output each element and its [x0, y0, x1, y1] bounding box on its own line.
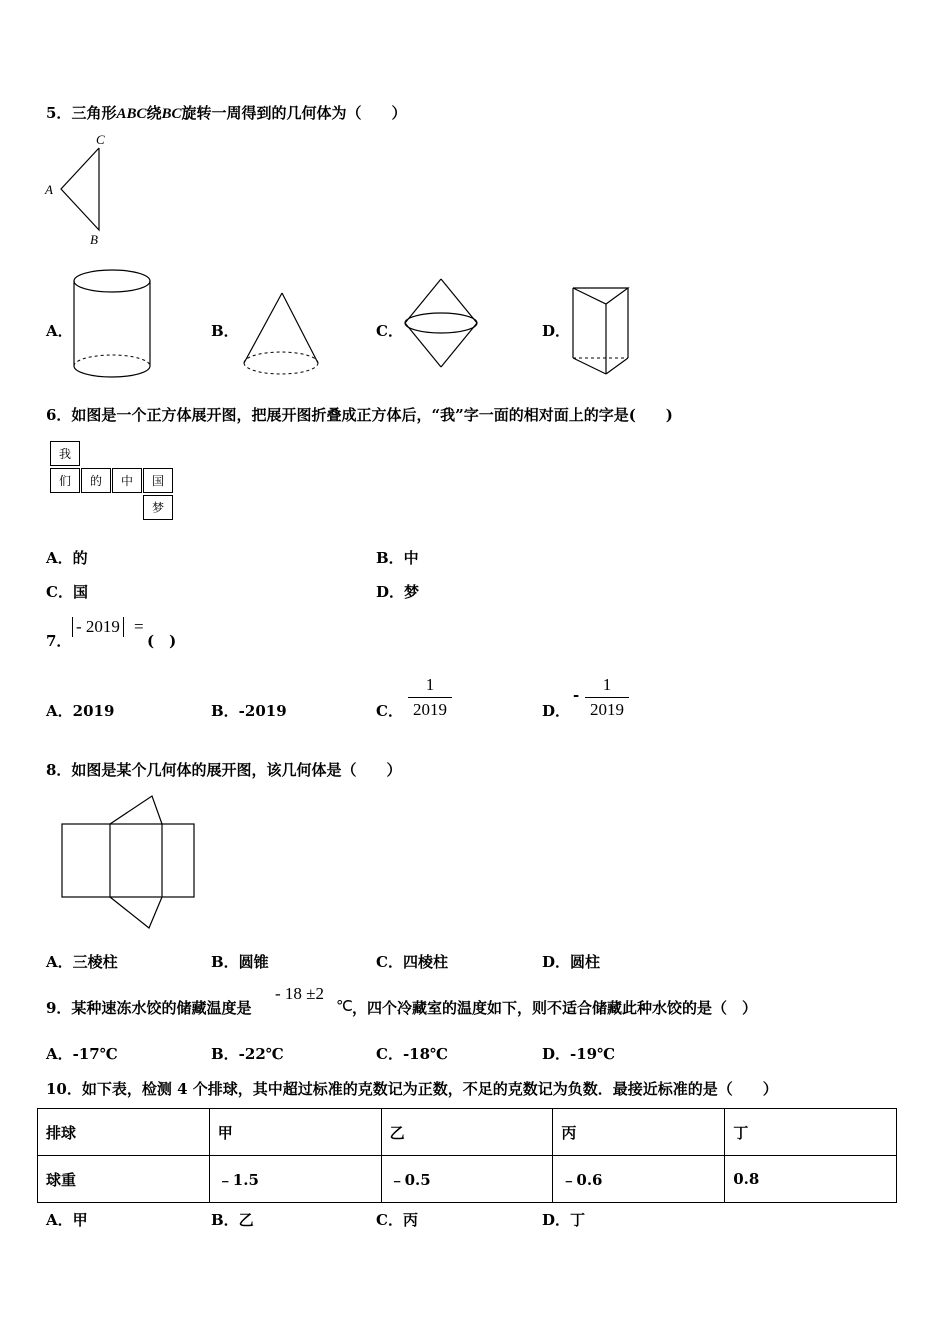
q7-abs-expr: - 2019: [72, 617, 124, 637]
table-header-row: [38, 1109, 897, 1156]
net-cell-meng: 梦: [143, 495, 173, 520]
q7-c-fraction-bar: [408, 697, 452, 698]
q8-option-c[interactable]: C．四棱柱: [376, 953, 448, 971]
q6-option-a[interactable]: A．的: [46, 549, 88, 567]
q6-option-d[interactable]: D．梦: [376, 583, 420, 601]
q5-text-pre: 三角形: [71, 104, 117, 122]
q7-paren: ( ): [147, 632, 177, 650]
q7-number: 7．: [46, 632, 72, 650]
q7-option-d-fraction: [585, 675, 629, 720]
q6-option-b[interactable]: B．中: [376, 549, 419, 567]
q9-option-c[interactable]: C．-18℃: [376, 1045, 449, 1063]
q9-temperature: - 18 ±2: [275, 984, 324, 1003]
q10-option-b[interactable]: B．乙: [211, 1211, 254, 1229]
q5-prism-icon: [568, 282, 634, 380]
table-row: [38, 1156, 897, 1203]
q8-stem: 8．如图是某个几何体的展开图，该几何体是（ ）: [46, 761, 402, 779]
q10-stem: 10．如下表，检测 4 个排球，其中超过标准的克数记为正数，不足的克数记为负数．最接近标准的是（ ）: [46, 1080, 778, 1098]
q9-option-d[interactable]: D．-19℃: [542, 1045, 616, 1063]
table-cell: ﹣0.6: [553, 1156, 725, 1203]
q5-abc: ABC: [116, 106, 147, 122]
q7-option-d[interactable]: D．: [542, 702, 571, 720]
q8-prism-net-figure: [58, 792, 200, 932]
q7-option-a[interactable]: A．2019: [46, 702, 115, 720]
table-header-cell: 丁: [725, 1109, 897, 1156]
table-cell: ﹣0.5: [381, 1156, 553, 1203]
q8-option-b[interactable]: B．圆锥: [211, 953, 269, 971]
net-cell-men: 们: [50, 468, 80, 493]
q7-option-b[interactable]: B．-2019: [211, 702, 287, 720]
table-cell: 球重: [38, 1156, 210, 1203]
q5-text-post: 旋转一周得到的几何体为（ ）: [181, 104, 407, 122]
q10-option-a[interactable]: A．甲: [46, 1211, 88, 1229]
q7-d-denominator: 2019: [590, 700, 624, 719]
q5-triangle-figure: [40, 128, 120, 250]
q7-c-denominator: 2019: [413, 700, 447, 719]
q5-cylinder-icon: [70, 265, 160, 383]
q7-equals: =: [134, 617, 144, 636]
table-header-cell: 甲: [209, 1109, 381, 1156]
q7-option-c-fraction: [408, 675, 452, 720]
table-header-cell: 排球: [38, 1109, 210, 1156]
q5-number: 5．: [46, 104, 72, 122]
q7-d-fraction-bar: [585, 697, 629, 698]
q5-stem: [46, 102, 407, 123]
table-cell: ﹣1.5: [209, 1156, 381, 1203]
q9-option-a[interactable]: A．-17℃: [46, 1045, 118, 1063]
q5-label-c: C: [96, 132, 105, 147]
q6-option-c[interactable]: C．国: [46, 583, 88, 601]
q9-unit: ℃: [336, 999, 353, 1015]
net-cell-wo: 我: [50, 441, 80, 466]
q5-label-a: A: [45, 182, 53, 197]
q5-bc: BC: [161, 106, 182, 122]
q9-option-b[interactable]: B．-22℃: [211, 1045, 284, 1063]
q5-double-cone-icon: [400, 275, 486, 373]
q7-c-numerator: 1: [425, 675, 435, 694]
q10-option-d[interactable]: D．丁: [542, 1211, 586, 1229]
q5-label-b: B: [90, 232, 98, 247]
q5-option-c[interactable]: C．: [376, 322, 403, 340]
q7-d-negative-sign: -: [573, 686, 580, 704]
q9-text-pre: 9．某种速冻水饺的储藏温度是: [46, 999, 252, 1017]
q6-stem: 6．如图是一个正方体展开图，把展开图折叠成正方体后，“我”字一面的相对面上的字是( ): [46, 406, 673, 424]
q5-option-a[interactable]: A．: [46, 322, 73, 340]
net-cell-guo: 国: [143, 468, 173, 493]
q5-option-d[interactable]: D．: [542, 322, 571, 340]
q7-d-numerator: 1: [602, 675, 612, 694]
q7-option-c[interactable]: C．: [376, 702, 403, 720]
q10-weight-table: [37, 1108, 897, 1203]
q5-text-mid: 绕: [146, 104, 162, 122]
table-header-cell: 乙: [381, 1109, 553, 1156]
net-cell-de: 的: [81, 468, 111, 493]
q5-cone-icon: [238, 288, 326, 382]
table-cell: 0.8: [725, 1156, 897, 1203]
q8-option-d[interactable]: D．圆柱: [542, 953, 601, 971]
table-header-cell: 丙: [553, 1109, 725, 1156]
q10-option-c[interactable]: C．丙: [376, 1211, 418, 1229]
q8-option-a[interactable]: A．三棱柱: [46, 953, 118, 971]
net-cell-zhong: 中: [112, 468, 142, 493]
q5-option-b[interactable]: B．: [211, 322, 239, 340]
q9-text-post: ，四个冷藏室的温度如下，则不适合储藏此种水饺的是（ ）: [352, 999, 758, 1017]
